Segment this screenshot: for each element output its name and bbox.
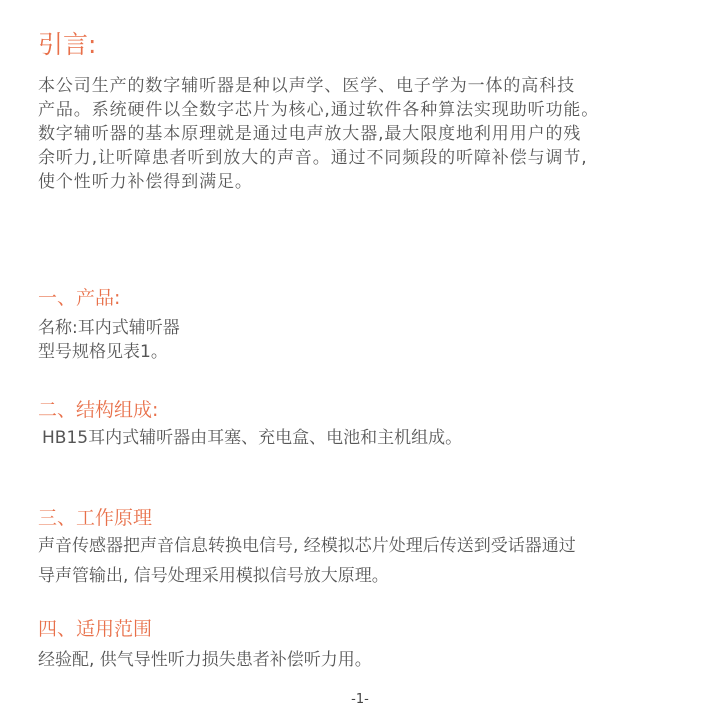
product-heading: 一、产品: bbox=[38, 287, 121, 309]
scope-line: 经验配, 供气导性听力损失患者补偿听力用。 bbox=[38, 650, 372, 670]
structure-heading: 二、结构组成: bbox=[38, 399, 159, 421]
intro-line: 产品。系统硬件以全数字芯片为核心,通过软件各种算法实现助听功能。 bbox=[38, 100, 600, 120]
intro-line: 余听力,让听障患者听到放大的声音。通过不同频段的听障补偿与调节, bbox=[38, 148, 588, 168]
principle-paragraph bbox=[38, 531, 576, 591]
scope-heading: 四、适用范围 bbox=[38, 618, 153, 640]
principle-line: 声音传感器把声音信息转换电信号, 经模拟芯片处理后传送到受话器通过 bbox=[38, 536, 576, 556]
structure-line: HB15耳内式辅听器由耳塞、充电盒、电池和主机组成。 bbox=[42, 428, 463, 448]
intro-line: 本公司生产的数字辅听器是种以声学、医学、电子学为一体的高科技 bbox=[38, 76, 575, 96]
product-name-line: 名称:耳内式辅听器 bbox=[38, 318, 180, 338]
principle-line: 导声管输出, 信号处理采用模拟信号放大原理。 bbox=[38, 566, 389, 586]
intro-line: 数字辅听器的基本原理就是通过电声放大器,最大限度地利用用户的残 bbox=[38, 124, 582, 144]
intro-line: 使个性听力补偿得到满足。 bbox=[38, 172, 253, 192]
structure-paragraph bbox=[42, 426, 462, 450]
intro-paragraph bbox=[38, 74, 599, 194]
principle-heading: 三、工作原理 bbox=[38, 507, 153, 529]
product-model-line: 型号规格见表1。 bbox=[38, 342, 168, 362]
product-paragraph bbox=[38, 316, 180, 364]
intro-heading: 引言: bbox=[38, 30, 97, 59]
page-number: -1- bbox=[351, 692, 369, 707]
scope-paragraph bbox=[38, 648, 372, 672]
